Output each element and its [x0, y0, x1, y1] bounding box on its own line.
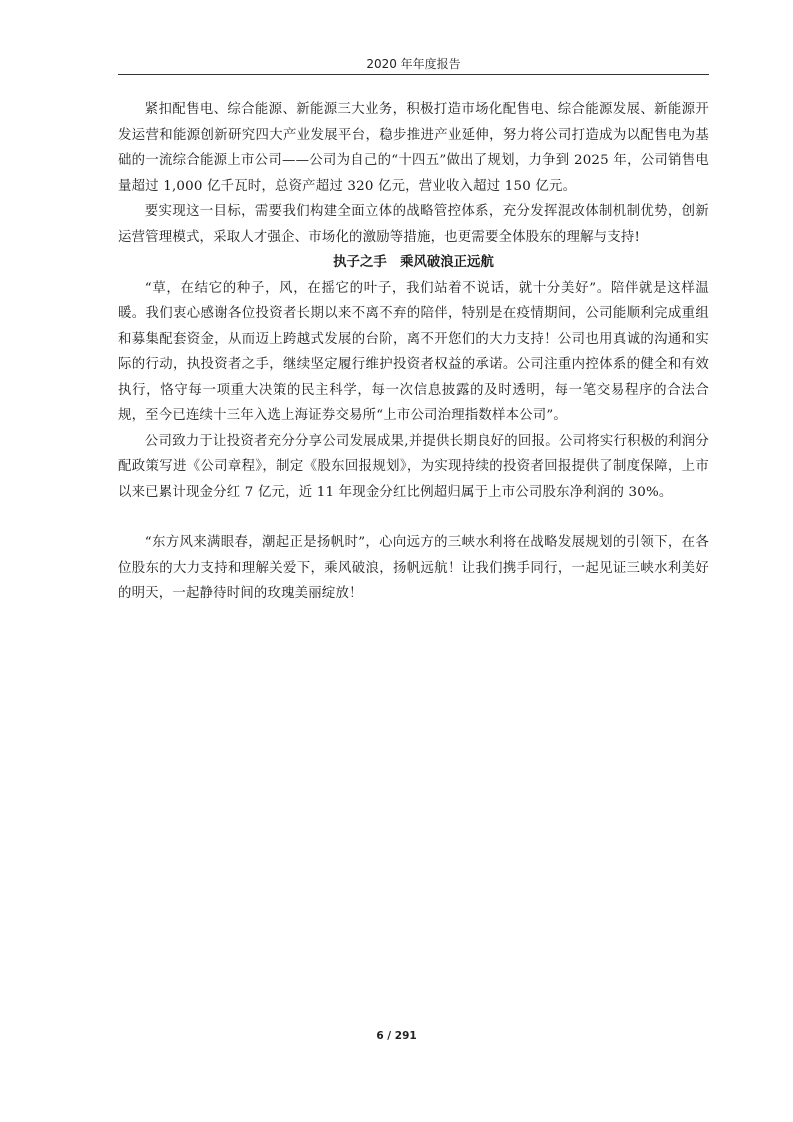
section-title: 执子之手 乘风破浪正远航 [333, 255, 494, 270]
section-paragraph-1: “草，在结它的种子，风，在摇它的叶子，我们站着不说话，就十分美好”。陪伴就是这样温暖。我们衷心感谢各位投资者长期以来不离不弃的陪伴，特别是在疫情期间，公司能顺利完成重组和募集配套资金，从而迈上跨越式发展的台阶，离不开您们的大力支持！公司也用真诚的沟通和实际的行动，执投资者之手，继续坚定履行维护投资者权益的承诺。公司注重内控体系的健全和有效执行，恪守每一项重大决策的民主科学，每一次信息披露的及时透明，每一笔交易程序的合法合规，至今已连续十三年入选上海证券交易所“上市公司治理指数样本公司”。 [118, 280, 709, 423]
body-paragraph-1: 紧扣配售电、综合能源、新能源三大业务，积极打造市场化配售电、综合能源发展、新能源开发运营和能源创新研究四大产业发展平台，稳步推进产业延伸，努力将公司打造成为以配售电为基础的一流综合能源上市公司——公司为自己的“十四五”做出了规划，力争到 2025 年，公司销售电量超过 1,000 亿千瓦时，总资产超过 320 亿元，营业收入超过 150 亿元。 [118, 102, 709, 194]
body-paragraph-2: 要实现这一目标，需要我们构建全面立体的战略管控体系，充分发挥混改体制机制优势，创新运营管理模式，采取人才强企、市场化的激励等措施，也更需要全体股东的理解与支持! [118, 204, 709, 245]
page-number: 6 / 291 [376, 1030, 417, 1042]
header-divider [118, 74, 709, 75]
closing-paragraph: “东方风来满眼春，潮起正是扬帆时”，心向远方的三峡水利将在战略发展规划的引领下，在各位股东的大力支持和理解关爱下，乘风破浪，扬帆远航！让我们携手同行，一起见证三峡水利美好的明天，一起静待时间的玫瑰美丽绽放！ [118, 535, 709, 601]
section-paragraph-2: 公司致力于让投资者充分分享公司发展成果,并提供长期良好的回报。公司将实行积极的利润分配政策写进《公司章程》，制定《股东回报规划》，为实现持续的投资者回报提供了制度保障，上市以来已累计现金分红 7 亿元，近 11 年现金分红比例超归属于上市公司股东净利润的 30%。 [118, 433, 709, 500]
page-body [118, 97, 709, 607]
paragraph-spacer [118, 505, 709, 530]
page-header-title: 2020 年年度报告 [366, 57, 461, 71]
